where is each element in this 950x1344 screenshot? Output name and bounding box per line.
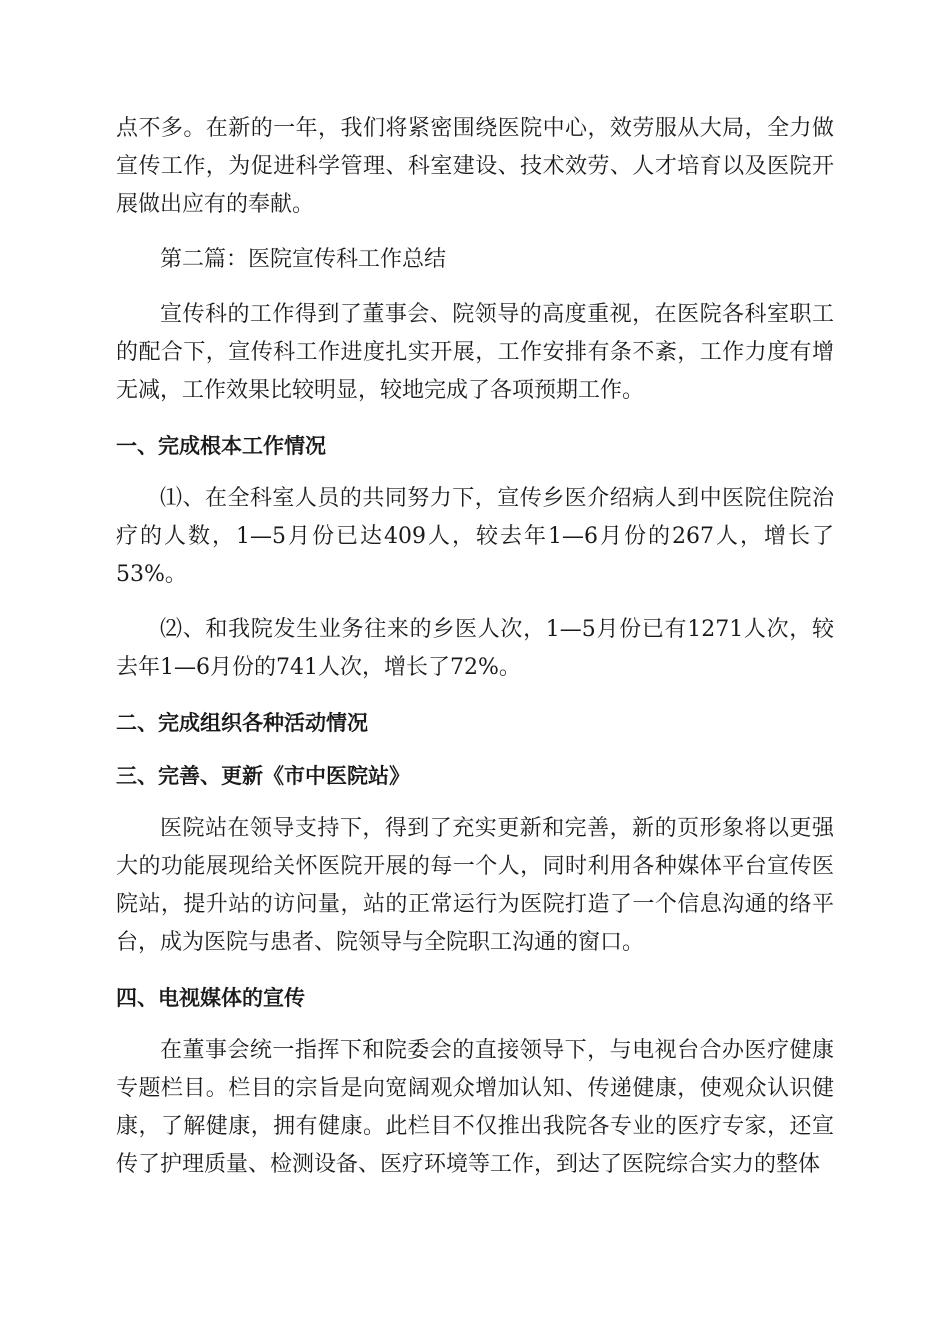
paragraph-website: 医院站在领导支持下，得到了充实更新和完善，新的页形象将以更强大的功能展现给关怀医院开展的每一个人，同时利用各种媒体平台宣传医院站，提升站的访问量，站的正常运行为医院打造了一个信息沟通的络平台，成为医院与患者、院领导与全院职工沟通的窗口。 [116,816,834,955]
paragraph-item-1: ⑴、在全科室人员的共同努力下，宣传乡医介绍病人到中医院住院治疗的人数，1—5月份已达409人，较去年1—6月份的267人，增长了53%。 [116,486,834,587]
paragraph-item-2: ⑵、和我院发生业务往来的乡医人次，1—5月份已有1271人次，较去年1—6月份的741人次，增长了72%。 [116,617,834,680]
document-page [116,110,834,1201]
heading-website: 三、完善、更新《市中医院站》 [116,764,410,788]
paragraph-intro: 宣传科的工作得到了董事会、院领导的高度重视，在医院各科室职工的配合下，宣传科工作进度扎实开展，工作安排有条不紊，工作力度有增无减，工作效果比较明显，较地完成了各项预期工作。 [116,302,834,403]
heading-tv-media: 四、电视媒体的宣传 [116,986,305,1010]
paragraph-tv-media: 在董事会统一指挥下和院委会的直接领导下，与电视台合办医疗健康专题栏目。栏目的宗旨是向宽阔观众增加认知、传递健康，使观众认识健康，了解健康，拥有健康。此栏目不仅推出我院各专业的医疗专家，还宣传了护理质量、检测设备、医疗环境等工作，到达了医院综合实力的整体 [116,1038,834,1177]
heading-basic-work: 一、完成根本工作情况 [116,434,326,458]
paragraph-closing-text: 点不多。在新的一年，我们将紧密围绕医院中心，效劳服从大局，全力做宣传工作，为促进科学管理、科室建设、技术效劳、人才培育以及医院开展做出应有的奉献。 [116,116,834,217]
section-title-part-two: 第二篇：医院宣传科工作总结 [160,247,447,272]
heading-activities: 二、完成组织各种活动情况 [116,711,368,735]
